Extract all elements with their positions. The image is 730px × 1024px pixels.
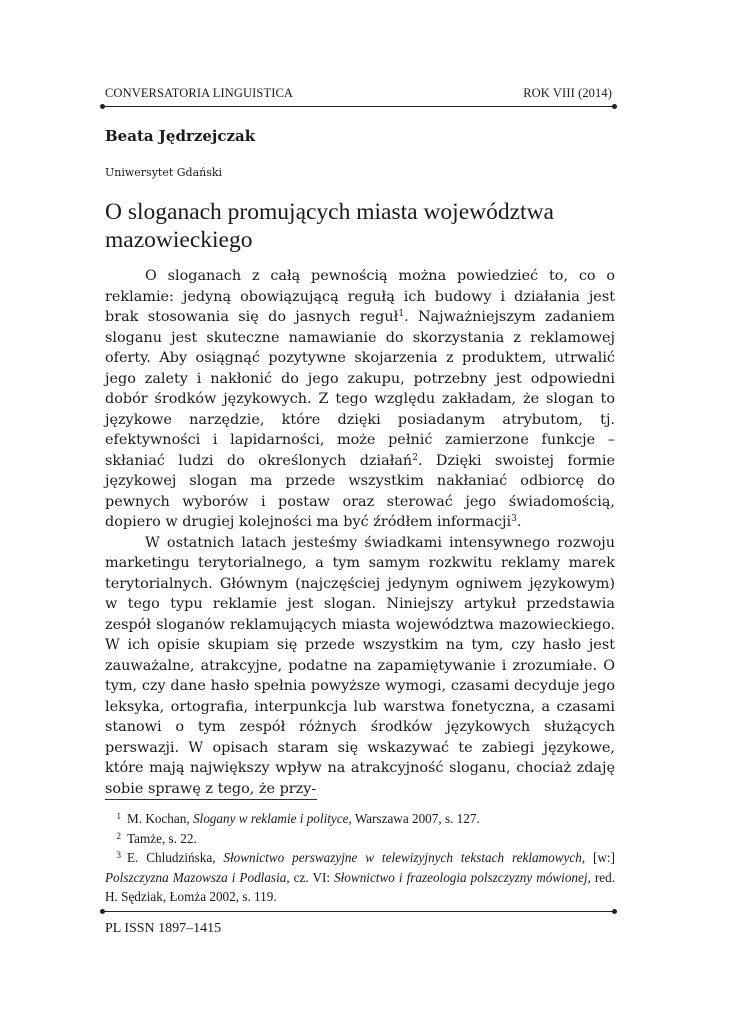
- footnote-text: Tamże, s. 22.: [127, 830, 197, 846]
- footnote-text: , [w:]: [581, 850, 615, 865]
- paragraph-text: . Najważniejszym zadaniem sloganu jest skuteczne namawianie do skorzystania z reklamowej oferty. Aby osiągnąć pozytywne skojarzenia z produktem, utrwalić jego zalety i nakłonić do jego zakupu, potrzebny jest odpowiedni dobór środków językowych. Z tego względu zakładam, że slogan to językowe narzędzie, które dzięki posiadanym atrybutom, tj. efektywności i lapidarności, może pełnić zamierzone funkcje – skłaniać ludzi do określonych działań: [105, 309, 615, 469]
- footer-rule: [103, 911, 614, 912]
- footnote-text: E. Chludzińska,: [127, 850, 224, 865]
- footnote-text: , Warszawa 2007, s. 127.: [348, 811, 480, 826]
- paragraph-1: [105, 266, 615, 533]
- article-body: [105, 266, 615, 799]
- footnote-work-title: Słownictwo perswazyjne w telewizyjnych tekstach reklamowych: [223, 850, 582, 865]
- journal-volume: ROK VIII (2014): [523, 86, 612, 100]
- footnote-work-title: Słownictwo i frazeologia polszczyzny mówionej: [334, 869, 588, 885]
- paragraph-text: .: [516, 514, 522, 530]
- footnote-ref-2[interactable]: 2: [412, 452, 418, 463]
- footnote-separator: [105, 799, 317, 800]
- footnote-text: M. Kochan,: [127, 811, 193, 826]
- author-name: Beata Jędrzejczak: [105, 127, 256, 145]
- footnote-text: , cz. VI:: [286, 869, 335, 885]
- paragraph-text: . Dzięki swoistej formie językowej slogan ma przede wszystkim nakłaniać odbiorcę do pewnych wyborów i postaw oraz sterować jego świadomością, dopiero w drugiej kolejności ma być źródłem informacji: [105, 452, 616, 530]
- paragraph-2: [105, 533, 615, 800]
- article-title: O sloganach promujących miasta województwa mazowieckiego: [105, 199, 554, 253]
- issn: PL ISSN 1897–1415: [105, 921, 222, 936]
- author-affiliation: Uniwersytet Gdański: [105, 166, 223, 179]
- footnote-3: 3 E. Chludzińska, Słownictwo perswazyjne w telewizyjnych tekstach reklamowych, [w:] Polszczyzna Mazowsza i Podlasia, cz. VI: Słownictwo i frazeologia polszczyzny mówionej, red. H. Sędziak, Łomża 2002, s. 119.: [105, 850, 615, 904]
- paragraph-text: O sloganach z całą pewnością można powiedzieć to, co o reklamie: jedyną obowiązującą regułą ich budowy i działania jest brak stosowania się do jasnych reguł: [105, 268, 615, 325]
- footnote-ref-1[interactable]: 1: [398, 309, 405, 319]
- footnote-ref-3[interactable]: 3: [511, 514, 517, 524]
- footnotes: [105, 809, 615, 907]
- footnote-work-title: Slogany w reklamie i polityce: [192, 811, 349, 826]
- header-rule: [103, 106, 614, 107]
- footnote-work-title: Polszczyzna Mazowsza i Podlasia: [105, 869, 287, 885]
- journal-name: CONVERSATORIA LINGUISTICA: [105, 86, 294, 100]
- footnote-2: 2 Tamże, s. 22.: [116, 830, 197, 846]
- footnote-1: 1 M. Kochan, Slogany w reklamie i polityce, Warszawa 2007, s. 127.: [116, 811, 480, 826]
- footnote-text: , red. H. Sędziak, Łomża 2002, s. 119.: [105, 869, 615, 904]
- paragraph-text: W ostatnich latach jesteśmy świadkami intensywnego rozwoju marketingu terytorialnego, a tym samym rozkwitu reklamy marek terytorialnych. Głównym (najczęściej jedynym ogniwem językowym) w tego typu reklamie jest slogan. Niniejszy artykuł przedstawia zespół sloganów reklamujących miasta województwa mazowieckiego. W ich opisie skupiam się przede wszystkim na tym, czy hasło jest zauważalne, atrakcyjne, podatne na zapamiętywanie i zrozumiałe. O tym, czy dane hasło spełnia powyższe wymogi, czasami decyduje jego leksyka, ortografia, interpunkcja lub warstwa fonetyczna, a czasami stanowi o tym zespół różnych środków językowych służących perswazji. W opisach staram się wskazywać te zabiegi językowe, które mają największy wpływ na atrakcyjność sloganu, chociaż zdaję sobie sprawę z tego, że przy-: [105, 534, 615, 797]
- running-head: [105, 86, 612, 102]
